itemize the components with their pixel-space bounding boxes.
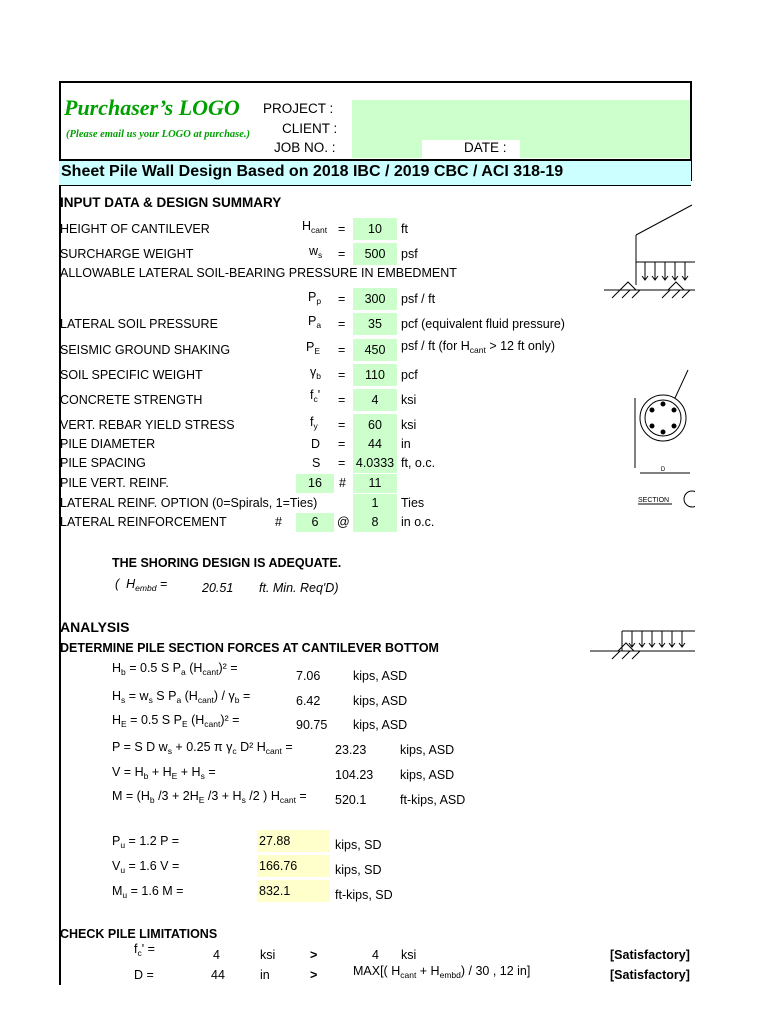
formula-v: $V = H_b + H_E + H_s$ = bbox=[112, 765, 216, 781]
label-concrete-strength: CONCRETE STRENGTH bbox=[60, 393, 203, 407]
unit-in: in bbox=[401, 437, 411, 451]
hembd-unit: ft. Min. Req'D) bbox=[259, 581, 339, 595]
sym-pp: $P_p$ bbox=[308, 290, 322, 306]
hs-value: 6.42 bbox=[296, 694, 321, 708]
hb-value: 7.06 bbox=[296, 669, 321, 683]
unit-seismic: psf / ft (for $H_{cant} > 12$ ft only) bbox=[401, 339, 555, 355]
pile-section-diagram bbox=[630, 368, 695, 518]
unit-ft: ft bbox=[401, 222, 408, 236]
wall-elevation-diagram bbox=[600, 200, 695, 310]
mu-unit: ft-kips, SD bbox=[335, 888, 393, 902]
eq-sign: = bbox=[338, 222, 346, 236]
fc-check-label: $f_c'$ = bbox=[134, 942, 155, 958]
job-no-input[interactable] bbox=[352, 140, 422, 158]
label-lateral-option: LATERAL REINF. OPTION (0=Spirals, 1=Ties) bbox=[60, 496, 318, 510]
client-label: CLIENT : bbox=[282, 121, 338, 136]
sym-fy: $f_y$ bbox=[310, 415, 318, 431]
eq-sign: = bbox=[338, 418, 346, 432]
eq-sign: = bbox=[338, 343, 346, 357]
logo-note: (Please email us your LOGO at purchase.) bbox=[66, 129, 251, 140]
lateral-reinf-spacing-input[interactable]: 8 bbox=[353, 513, 397, 532]
unit-pcf: pcf bbox=[401, 368, 418, 382]
hcant-input[interactable]: 10 bbox=[353, 218, 397, 240]
unit-in-oc: in o.c. bbox=[401, 515, 435, 529]
eq-sign: = bbox=[338, 292, 346, 306]
label-pile-spacing: PILE SPACING bbox=[60, 456, 146, 470]
page-title: Sheet Pile Wall Design Based on 2018 IBC / 2019 CBC / ACI 318-19 bbox=[61, 163, 564, 180]
pu-value: 27.88 bbox=[257, 830, 330, 852]
title-bar bbox=[59, 159, 691, 186]
formula-m: $M = (H_b$ $/3 + 2H_E$ $/3 + H_s$ /2 ) $H_{cant}$ = bbox=[112, 789, 307, 805]
label-seismic: SEISMIC GROUND SHAKING bbox=[60, 343, 231, 357]
he-unit: kips, ASD bbox=[353, 718, 408, 732]
vu-value: 166.76 bbox=[257, 855, 330, 877]
lateral-option-text: Ties bbox=[401, 496, 425, 510]
purchaser-logo: Purchaser’s LOGO bbox=[64, 95, 240, 120]
project-client-input[interactable] bbox=[352, 100, 690, 140]
fc-check-value: 4 bbox=[213, 948, 220, 962]
eq-sign: = bbox=[338, 247, 346, 261]
p-unit: kips, ASD bbox=[400, 743, 455, 757]
eq-sign: = bbox=[338, 393, 346, 407]
p-value: 23.23 bbox=[335, 743, 367, 757]
unit-ksi: ksi bbox=[401, 418, 417, 432]
eq-sign: = bbox=[338, 368, 346, 382]
m-value: 520.1 bbox=[335, 793, 367, 807]
label-allowable-bearing: ALLOWABLE LATERAL SOIL-BEARING PRESSURE IN EMBEDMENT bbox=[60, 266, 457, 280]
eq-sign: = bbox=[338, 456, 346, 470]
fc-check-status: [Satisfactory] bbox=[610, 948, 690, 962]
date-input[interactable] bbox=[520, 140, 690, 158]
formula-hs: $H_s = w_s$ S $P_a$ $(H_{cant}) / \gamma_b$ = bbox=[112, 689, 251, 705]
d-check-label: D = bbox=[134, 968, 154, 982]
d-check-limit: MAX[( $H_{cant} + H_{embd}) / 30$ , 12 in] bbox=[353, 964, 531, 980]
sym-hcant: $H_{cant}$ bbox=[302, 219, 328, 235]
sym-d: D bbox=[311, 437, 321, 451]
label-lateral-soil: LATERAL SOIL PRESSURE bbox=[60, 317, 218, 331]
input-heading: INPUT DATA & DESIGN SUMMARY bbox=[60, 195, 282, 210]
unit-ksi: ksi bbox=[401, 393, 417, 407]
sym-s: S bbox=[312, 456, 321, 470]
pe-input[interactable]: 450 bbox=[353, 339, 397, 361]
pp-input[interactable]: 300 bbox=[353, 288, 397, 310]
hs-unit: kips, ASD bbox=[353, 694, 408, 708]
date-label: DATE : bbox=[464, 140, 507, 155]
lateral-reinf-size-input[interactable]: 6 bbox=[296, 513, 334, 532]
d-check-value: 44 bbox=[211, 968, 225, 982]
sym-pa: $P_a$ bbox=[308, 314, 322, 330]
v-value: 104.23 bbox=[335, 768, 374, 782]
lateral-option-input[interactable]: 1 bbox=[353, 494, 397, 513]
fc-check-unit: ksi bbox=[260, 948, 276, 962]
vert-reinf-size-input[interactable]: 11 bbox=[353, 474, 397, 493]
label-soil-weight: SOIL SPECIFIC WEIGHT bbox=[60, 368, 203, 382]
eq-sign: = bbox=[338, 437, 346, 451]
eq-sign: = bbox=[338, 317, 346, 331]
at-sign: @ bbox=[337, 515, 350, 529]
he-value: 90.75 bbox=[296, 718, 328, 732]
bar-size-sign: # bbox=[339, 476, 346, 490]
unit-ft-oc: ft, o.c. bbox=[401, 456, 436, 470]
project-label: PROJECT : bbox=[263, 101, 334, 116]
adequacy-status: THE SHORING DESIGN IS ADEQUATE. bbox=[112, 556, 342, 570]
pa-input[interactable]: 35 bbox=[353, 313, 397, 335]
hb-unit: kips, ASD bbox=[353, 669, 408, 683]
analysis-subheading: DETERMINE PILE SECTION FORCES AT CANTILEVER BOTTOM bbox=[60, 641, 439, 655]
surcharge-diagram bbox=[590, 625, 695, 670]
spacing-input[interactable]: 4.0333 bbox=[353, 454, 397, 473]
label-vert-reinf: PILE VERT. REINF. bbox=[60, 476, 169, 490]
unit-pcf-efp: pcf (equivalent fluid pressure) bbox=[401, 317, 565, 331]
d-check-op: > bbox=[310, 968, 318, 982]
bar-size-sign: # bbox=[275, 515, 282, 529]
ws-input[interactable]: 500 bbox=[353, 243, 397, 265]
sheet-frame-top bbox=[59, 81, 691, 83]
formula-pu: $P_u = 1.2$ P = bbox=[112, 834, 180, 850]
unit-psf-ft: psf / ft bbox=[401, 292, 436, 306]
gamma-input[interactable]: 110 bbox=[353, 364, 397, 386]
v-unit: kips, ASD bbox=[400, 768, 455, 782]
section-label: SECTION bbox=[638, 497, 670, 504]
d-check-status: [Satisfactory] bbox=[610, 968, 690, 982]
fc-check-op: > bbox=[310, 948, 318, 962]
job-no-label: JOB NO. : bbox=[274, 140, 336, 155]
sym-pe: $P_E$ bbox=[306, 340, 321, 356]
label-pile-diameter: PILE DIAMETER bbox=[60, 437, 156, 451]
fc-input[interactable]: 4 bbox=[353, 389, 397, 411]
pu-unit: kips, SD bbox=[335, 838, 382, 852]
fc-limit-value: 4 bbox=[372, 948, 379, 962]
vu-unit: kips, SD bbox=[335, 863, 382, 877]
mu-value: 832.1 bbox=[257, 880, 330, 902]
label-rebar-yield: VERT. REBAR YIELD STRESS bbox=[60, 418, 235, 432]
fc-limit-unit: ksi bbox=[401, 948, 417, 962]
formula-mu: $M_u = 1.6$ M = bbox=[112, 884, 184, 900]
sym-ws: $w_s$ bbox=[309, 244, 323, 260]
unit-psf: psf bbox=[401, 247, 418, 261]
check-heading: CHECK PILE LIMITATIONS bbox=[60, 927, 218, 941]
formula-p: P = S D $w_s + 0.25$ π $\gamma_c$ D² $H_{cant}$ = bbox=[112, 740, 293, 756]
diameter-dim-label: D bbox=[660, 467, 666, 473]
hembd-value: 20.51 bbox=[202, 581, 234, 595]
d-check-unit: in bbox=[260, 968, 270, 982]
diameter-input[interactable]: 44 bbox=[353, 435, 397, 454]
formula-he: $H_E = 0.5$ S $P_E$ $(H_{cant})^2$ = bbox=[112, 713, 240, 729]
formula-hb: $H_b = 0.5$ S $P_a$ $(H_{cant})^2$ = bbox=[112, 661, 238, 677]
formula-vu: $V_u = 1.6$ V = bbox=[112, 859, 180, 875]
label-surcharge: SURCHARGE WEIGHT bbox=[60, 247, 194, 261]
label-lateral-reinf: LATERAL REINFORCEMENT bbox=[60, 515, 227, 529]
analysis-heading: ANALYSIS bbox=[60, 619, 130, 635]
sheet-frame-left bbox=[59, 81, 61, 985]
label-height-cantilever: HEIGHT OF CANTILEVER bbox=[60, 222, 210, 236]
hembd-label: ( $H_{embd}$ = bbox=[115, 577, 168, 593]
sym-fc: $f_c'$ bbox=[310, 388, 321, 404]
sym-gamma-b: $\gamma_b$ bbox=[310, 365, 321, 381]
fy-input[interactable]: 60 bbox=[353, 414, 397, 436]
vert-reinf-qty-input[interactable]: 16 bbox=[296, 474, 334, 493]
m-unit: ft-kips, ASD bbox=[400, 793, 466, 807]
